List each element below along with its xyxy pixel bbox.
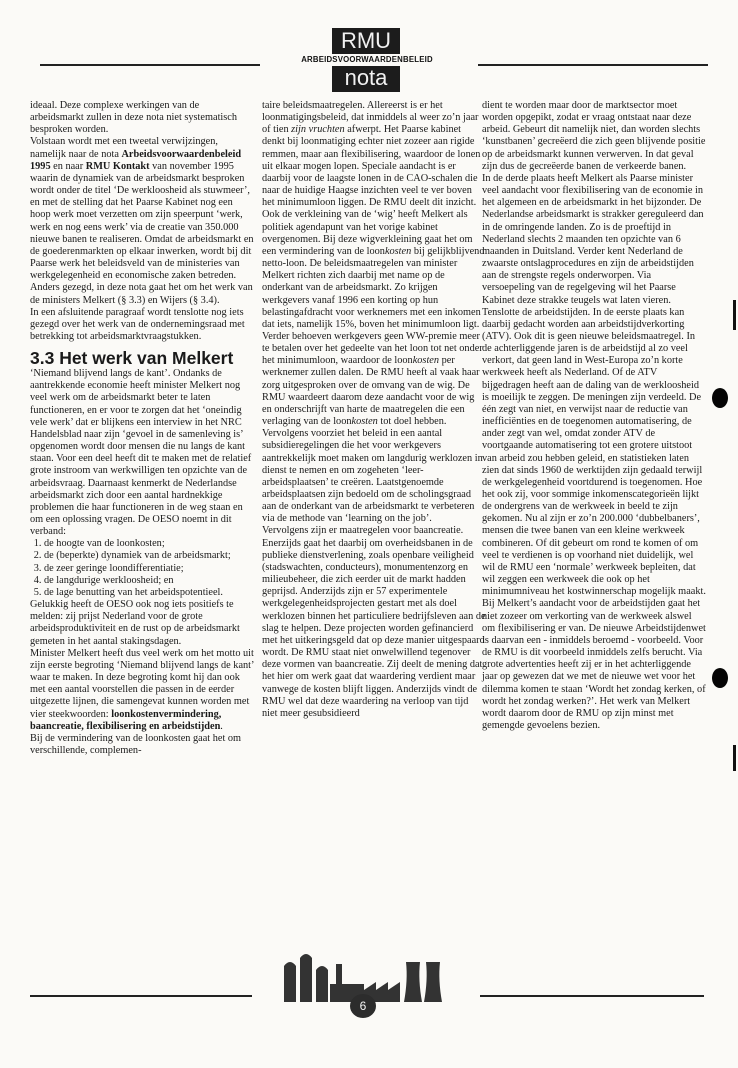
- paragraph: [262, 100, 486, 525]
- paragraph: Vervolgens zijn er maatregelen voor baancreatie. Enerzijds gaat het daarbij om overheidsbanen in de publieke dienstverlening, zoals openbare veiligheid (stadswachten, conducteurs), monumentenzorg en milieubeheer, die zich eerder uit de markt hadden geprijsd. Anderzijds zijn er 57 experimentele werkgelegenheidsprojecten gestart met als doel werklozen binnen het particuliere bedrijfsleven aan de slag te helpen. Deze projecten worden gefinancierd met het uitkeringsgeld dat op deze manier uitgespaard wordt. De RMU staat niet onwelwillend tegenover deze vormen van baancreatie. Zij deelt de mening dat het hier om werk gaat dat waardering verdient maar vanwege de kosten blijft liggen. Anderzijds vindt de RMU wel dat deze waardering na verloop van tijd niet meer gesubsidieerd: [262, 525, 486, 719]
- italic-text: kosten: [412, 355, 440, 367]
- header-rule-left: [40, 64, 260, 66]
- text-run: van november 1995 waarin de dynamiek van de arbeidsmarkt besproken wordt onder de titel ‘De werkloosheid als stuwmeer’, en met de stelling dat het Paarse Kabinet nog een hoop werk moet verzetten om zijn speerpunt ‘werk, werk en nog eens werk’ via de creatie van 350.000 nieuwe banen te realiseren. Omdat de arbeidsmarkt en de goederenmarkten op elkaar inwerken, wordt bij dit Paarse werk het beleidsveld van de ministeries van werkgelegenheid en economische zaken betreden. Anders gezegd, in deze nota gaat het om het werk van de ministers Melkert (§ 3.3) en Wijers (§ 3.4).: [30, 160, 254, 306]
- bold-text: Arbeidsvoorwaardenbeleid 1995: [30, 148, 242, 172]
- punch-hole: [712, 668, 728, 688]
- list-item: 4. de langdurige werkloosheid; en: [44, 575, 254, 587]
- paragraph: Tenslotte de arbeidstijden. In de eerste plaats kan daarbij gedacht worden aan arbeidstijdverkorting (ATV). Ook dit is geen nieuwe beleidsmaatregel. In de achterliggende jaren is de arbeidstijd al zo veel verkort, dat geen land in West-Europa zo’n korte werkweek heeft als Nederland. Of de ATV bijgedragen heeft aan de daling van de werkloosheid is moeilijk te zeggen. De meningen zijn verdeeld. De één zegt van niet, en verwijst naar de reductie van inefficiënties en de toegenomen automatisering, de ander zegt van wel, omdat zonder ATV de voortgaande automatisering tot een grotere uitstoot van arbeid zou hebben geleid, en statistieken laten zien dat sinds 1960 de werktijden zijn gedaald terwijl de werkgelegenheid voortdurend is toegenomen. Hoe het ook zij, voor sommige inkomenscategorieën lijkt de ondergrens van de werkweek in beeld te zijn gekomen. Nu al zijn er zo’n 200.000 ‘dubbelbaners’, mensen die twee banen van een kleine werkweek combineren. Of dit gebeurt om rond te komen of om veel te verdienen is op voorhand niet duidelijk, wel wil de RMU een ‘normale’ werkweek bepleiten, dat wil zeggen een werkweek die ook op het minimumniveau het kostwinnerschap mogelijk maakt.: [482, 306, 706, 598]
- logo-top: RMU: [332, 28, 400, 54]
- bold-text: loonkostenvermindering, baancreatie, flexibilisering en arbeidstijden: [30, 708, 222, 732]
- scan-edge-mark: [733, 745, 736, 771]
- paragraph: Bij Melkert’s aandacht voor de arbeidstijden gaat het niet zozeer om verkorting van de werkweek alswel om flexibilisering er van. De nieuwe Arbeidstijdenwet is daarvan een - inmiddels beroemd - voorbeeld. Voor de RMU is dit voorbeeld inmiddels zelfs berucht. Via grote advertenties heeft zij er in het achterliggende jaar op gewezen dat we met de nieuwe wet voor het dilemma komen te staan ‘Wordt het zondag kerken, of wordt het zondag werken?’. Het werk van Melkert wordt daarom door de RMU op zijn minst met gemengde gevoelens bezien.: [482, 598, 706, 731]
- list-item: 2. de (beperkte) dynamiek van de arbeidsmarkt;: [44, 550, 254, 562]
- bold-text: RMU Kontakt: [85, 160, 150, 172]
- column-1: [30, 100, 254, 757]
- column-2: [262, 100, 486, 720]
- footer-rule-left: [30, 995, 252, 997]
- list-item: 1. de hoogte van de loonkosten;: [44, 538, 254, 550]
- oeso-list: [30, 538, 254, 599]
- paragraph: Bij de vermindering van de loonkosten gaat het om verschillende, complemen-: [30, 732, 242, 756]
- logo-band: ARBEIDSVOORWAARDENBELEID: [301, 55, 433, 64]
- text-run: tot doel hebben. Vervolgens voorziet het beleid in een aantal subsidieregelingen die het voor werkgevers aantrekkelijk moet maken om langdurig werklozen in dienst te nemen en om zogeheten ‘leer-arbeidsplaatsen’ te creëren. Laatstgenoemde arbeidsplaatsen zijn bedoeld om de scholingsgraad aan de onderkant van de arbeidsmarkt te verbeteren via de methode van ‘learning on the job’.: [262, 416, 483, 525]
- header-rule-right: [478, 64, 708, 66]
- paragraph: dient te worden maar door de marktsector moet worden opgepikt, zodat er vraag ontstaat naar deze arbeid. Gebeurt dit namelijk niet, dan worden slechts ‘kunstbanen’ gecreëerd die zich geen blijvende positie op de arbeidsmarkt kunnen verwerven. In dat geval zijn dus de gecreëerde banen de verkeerde banen.: [482, 100, 706, 172]
- text-run: afwerpt. Het Paarse kabinet denkt bij loonmatiging echter niet zozeer aan rigide remmen, maar aan flexibilisering, waardoor de lonen uit elkaar mogen lopen. Speciale aandacht is er daarbij voor de laagste lonen in de CAO-schalen die naar de huidige Haagse inzichten veel te ver boven het minimumloon liggen. De RMU deelt dit inzicht. Ook de verkleining van de ‘wig’ heeft Melkert als politiek agendapunt van het vorige kabinet overgenomen. Bij deze wigverkleining gaat het om een vermindering van de loon: [262, 124, 481, 257]
- paragraph: In de derde plaats heeft Melkert als Paarse minister veel aandacht voor flexibilisering van de economie in het algemeen en de arbeidsmarkt in het bijzonder. De Nederlandse arbeidsmarkt is strakker gereguleerd dan in de omringende landen. Zo is de proeftijd in Nederland slechts 2 maanden ten opzichte van 6 maanden in Duitsland. Verder kent Nederland de zwaarste ontslagprocedures en zijn de arbeidstijden aan de strengste regels onderworpen. Via versoepeling van de regelgeving wil het Paarse Kabinet deze strakke teugels wat laten vieren.: [482, 172, 704, 306]
- paragraph: [30, 648, 254, 733]
- paragraph: [30, 136, 254, 306]
- paragraph: ‘Niemand blijvend langs de kant’. Ondanks de aantrekkende economie heeft minister Melkert nog veel werk om de arbeidsmarkt beter te laten functioneren, en er voor te zorgen dat het ‘oneindig vele werk’ dat er blijkens een interview in het NRC Handelsblad naar zijn ‘gevoel in de samenleving is’ opgenomen wordt door mensen die nu langs de kant staan. Voor een deel heeft dit te maken met de relatief grote instroom van werkwilligen ten opzichte van de arbeidsvraag. Daarnaast kenmerkt de Nederlandse arbeidsmarkt zich door een aantal hardnekkige problemen die haar functioneren in de weg staan en om een oplossing vragen. De OESO noemt in dit verband:: [30, 368, 252, 538]
- text-run: taire beleidsmaatregelen. Allereerst is er het loonmatigingsbeleid, dat inmiddels al weer zo’n jaar of tien: [262, 100, 479, 136]
- column-3: [482, 100, 706, 732]
- page-number: 6: [350, 994, 376, 1018]
- text-run: per werknemer zullen dalen. De RMU heeft al vaak haar zorg uitgesproken over de omvang van de wig. De RMU waardeert daarom deze aandacht voor de wig en onderschrijft van harte de maatregelen die een verlaging van de loon: [262, 355, 480, 428]
- logo-bottom: nota: [332, 66, 400, 92]
- list-item: 5. de lage benutting van het arbeidspotentieel.: [44, 587, 254, 599]
- rmu-logo: [256, 22, 478, 94]
- text-run: .: [220, 720, 223, 732]
- paragraph: ideaal. Deze complexe werkingen van de arbeidsmarkt zullen in deze nota niet systematisch besproken worden.: [30, 100, 238, 136]
- italic-text: zijn vruchten: [291, 124, 345, 136]
- text-run: Minister Melkert heeft dus veel werk om het motto uit zijn eerste begroting ‘Niemand blijvend langs de kant’ waar te maken. In deze begroting komt hij dan ook met een aantal voorstellen die passen in de eerder uitgezette lijnen, die samengevat kunnen worden met vier steekwoorden:: [30, 647, 254, 720]
- text-run: Volstaan wordt met een tweetal verwijzingen, namelijk naar de nota: [30, 136, 218, 160]
- scan-edge-mark: [733, 300, 736, 330]
- italic-text: kosten: [384, 245, 412, 257]
- paragraph: Gelukkig heeft de OESO ook nog iets positiefs te melden: zij prijst Nederland voor de grote arbeidsproduktiviteit en de rust op de arbeidsmarkt gemeten in het aantal stakingsdagen.: [30, 599, 240, 647]
- list-item: 3. de zeer geringe loondifferentiatie;: [44, 563, 254, 575]
- text-run: bij gelijkblijvend netto-loon. De beleidsmaatregelen van minister Melkert richten zich daarbij met name op de onderkant van de arbeidsmarkt. Zo krijgen werkgevers vanaf 1996 een korting op hun belastingafdracht voor werknemers met een inkomen dat iets, namelijk 15%, boven het minimumloon ligt. Verder behoeven werkgevers geen WW-premie meer te betalen over het gedeelte van het loon tot net onder het minimumloon, waardoor de loon: [262, 245, 485, 367]
- footer-rule-right: [480, 995, 704, 997]
- italic-text: kosten: [351, 416, 378, 428]
- section-heading: 3.3 Het werk van Melkert: [30, 348, 234, 369]
- punch-hole: [712, 388, 728, 408]
- paragraph: In een afsluitende paragraaf wordt tenslotte nog iets gezegd over het werk van de ondernemingsraad met betrekking tot arbeidsmarktvraagstukken.: [30, 306, 245, 342]
- text-run: en naar: [50, 160, 86, 172]
